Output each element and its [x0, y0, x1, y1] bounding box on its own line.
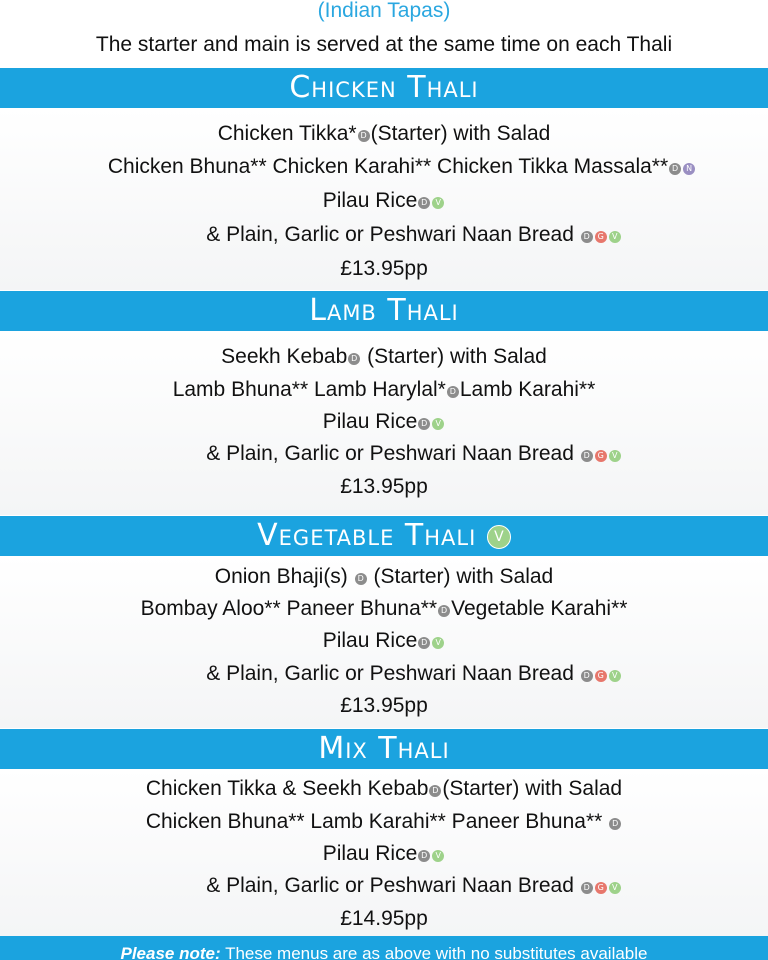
starter-line: Onion Bhaji(s) D (Starter) with Salad [214, 565, 554, 588]
nuts-icon: N [683, 163, 695, 175]
vegetarian-icon: V [432, 637, 444, 649]
dairy-icon: D [581, 882, 593, 894]
gluten-icon: G [595, 670, 607, 682]
section-header-mix-thali [0, 729, 768, 769]
dairy-icon: D [581, 450, 593, 462]
rice-line: Pilau Rice D V [0, 628, 768, 654]
section-header-lamb-thali [0, 291, 768, 331]
footer-note [0, 936, 768, 960]
dairy-icon: D [418, 418, 430, 430]
menu-intro: The starter and main is served at the same time on each Thali [95, 33, 673, 56]
vegetarian-icon: V [432, 197, 444, 209]
menu-subtitle: (Indian Tapas) [317, 0, 451, 22]
gluten-icon: G [595, 882, 607, 894]
bread-line: & Plain, Garlic or Peshwari Naan Bread D G V [30, 873, 768, 899]
main-line: Chicken Bhuna** Lamb Karahi** Paneer Bhuna** D [0, 809, 768, 835]
price: £13.95pp [340, 694, 428, 717]
bread-line: & Plain, Garlic or Peshwari Naan Bread D G V [30, 222, 768, 248]
main-line: Lamb Bhuna** Lamb Harylal* D Lamb Karahi** [172, 378, 596, 401]
dairy-icon: D [438, 605, 450, 617]
dairy-icon: D [429, 785, 441, 797]
vegetarian-icon: V [609, 882, 621, 894]
section-title: Mix Thali [318, 731, 450, 766]
rice-line: Pilau Rice D V [0, 841, 768, 867]
vegetarian-icon: V [432, 418, 444, 430]
dairy-icon: D [418, 637, 430, 649]
section-title: Lamb Thali [309, 293, 459, 328]
dairy-icon: D [447, 386, 459, 398]
vegetarian-icon: V [432, 850, 444, 862]
price: £14.95pp [340, 907, 428, 930]
dairy-icon: D [669, 163, 681, 175]
bread-line: & Plain, Garlic or Peshwari Naan Bread D G V [30, 441, 768, 467]
section-title: Chicken Thali [289, 70, 479, 105]
vegetarian-icon: V [487, 525, 511, 549]
section-header-vegetable-thali [0, 516, 768, 556]
note-label: Please note: [120, 944, 221, 960]
bread-line: & Plain, Garlic or Peshwari Naan Bread D G V [30, 661, 768, 687]
dairy-icon: D [355, 573, 367, 585]
main-line: Bombay Aloo** Paneer Bhuna** D Vegetable Karahi** [140, 597, 628, 620]
dairy-icon: D [348, 353, 360, 365]
starter-line: Chicken Tikka* D (Starter) with Salad [217, 122, 551, 145]
starter-line: Chicken Tikka & Seekh Kebab D (Starter) with Salad [145, 777, 623, 800]
starter-line: Seekh Kebab D (Starter) with Salad [221, 345, 547, 368]
vegetarian-icon: V [609, 450, 621, 462]
dairy-icon: D [609, 818, 621, 830]
dairy-icon: D [418, 850, 430, 862]
vegetarian-icon: V [609, 231, 621, 243]
section-header-chicken-thali [0, 68, 768, 108]
rice-line: Pilau Rice D V [0, 409, 768, 435]
rice-line: Pilau Rice D V [0, 188, 768, 214]
gluten-icon: G [595, 450, 607, 462]
dairy-icon: D [581, 231, 593, 243]
dairy-icon: D [418, 197, 430, 209]
dairy-icon: D [358, 130, 370, 142]
price: £13.95pp [340, 475, 428, 498]
section-title: Vegetable Thali [257, 518, 477, 553]
note-text: These menus are as above with no substitutes available [220, 944, 648, 960]
vegetarian-icon: V [609, 670, 621, 682]
main-line: Chicken Bhuna** Chicken Karahi** Chicken Tikka Massala** D N [18, 154, 768, 180]
price: £13.95pp [340, 257, 428, 280]
gluten-icon: G [595, 231, 607, 243]
dairy-icon: D [581, 670, 593, 682]
